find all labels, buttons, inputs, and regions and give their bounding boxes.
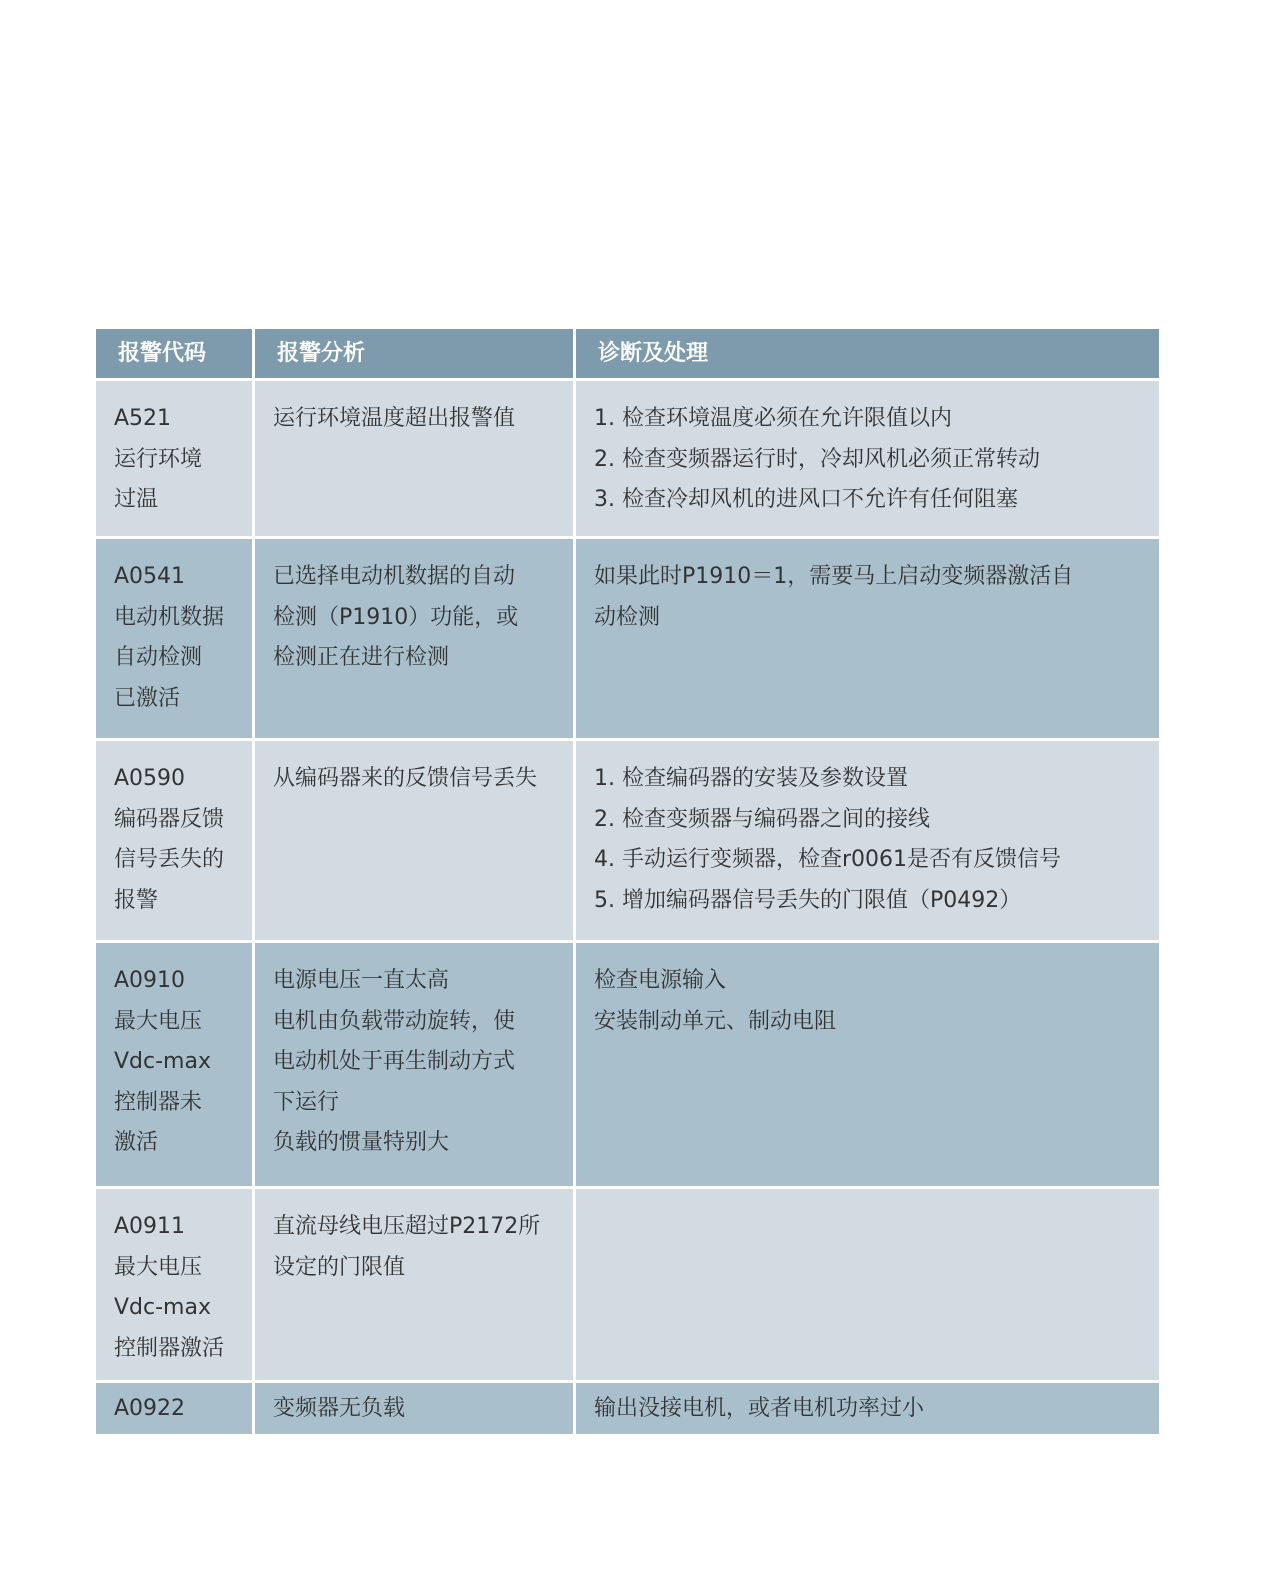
cell-line: 变频器无负载 [273,1396,406,1421]
cell-line: 2. 检查变频器运行时，冷却风机必须正常转动 [594,446,1040,472]
cell-line: A0922 [114,1396,186,1421]
alarm-analysis-cell [255,943,576,1189]
cell-line: 4. 手动运行变频器，检查r0061是否有反馈信号 [594,847,1062,872]
cell-line: 设定的门限值 [273,1254,406,1280]
cell-line: 动检测 [594,604,661,630]
cell-line: 最大电压 [114,1008,203,1034]
alarm-code-cell [96,539,255,741]
cell-line: A0911 [114,1214,186,1239]
cell-line: 直流母线电压超过P2172所 [273,1214,541,1239]
cell-line: 检测（P1910）功能，或 [273,604,519,630]
table-row [96,741,1159,943]
cell-line: 电动机数据 [114,604,225,630]
cell-line: 2. 检查变频器与编码器之间的接线 [594,806,930,832]
cell-line: 输出没接电机，或者电机功率过小 [594,1396,925,1421]
cell-line: 电机由负载带动旋转，使 [273,1008,516,1034]
cell-line: 3. 检查冷却风机的进风口不允许有任何阻塞 [594,487,1018,512]
diagnosis-cell [576,381,1159,539]
cell-line: 检测正在进行检测 [273,645,450,670]
cell-line: Vdc-max [114,1295,211,1320]
cell-line: Vdc-max [114,1049,211,1074]
cell-line: 检查电源输入 [594,968,727,993]
cell-line: 安装制动单元、制动电阻 [594,1008,837,1034]
cell-line: 电源电压一直太高 [273,968,450,993]
alarm-code-cell [96,943,255,1189]
table-row [96,381,1159,539]
cell-line: 如果此时P1910＝1，需要马上启动变频器激活自 [594,564,1074,589]
cell-line: A0590 [114,766,186,791]
table-row [96,1383,1159,1437]
cell-line: 自动检测 [114,645,203,670]
cell-line: 控制器未 [114,1089,203,1115]
cell-line: 从编码器来的反馈信号丢失 [273,766,538,791]
cell-line: 信号丢失的 [114,847,225,872]
alarm-analysis-cell [255,1383,576,1437]
cell-line: 电动机处于再生制动方式 [273,1049,516,1074]
cell-line: A0541 [114,564,186,589]
cell-line: 负载的惯量特别大 [273,1130,450,1155]
cell-line: 已激活 [114,685,181,711]
table-header [96,329,1159,381]
diagnosis-cell [576,539,1159,741]
cell-line: A521 [114,406,172,431]
alarm-code-cell [96,381,255,539]
cell-line: 运行环境 [114,446,203,472]
diagnosis-cell [576,1189,1159,1383]
header-alarm-code: 报警代码 [96,329,255,381]
alarm-analysis-cell [255,381,576,539]
cell-line: 已选择电动机数据的自动 [273,564,516,589]
cell-line: 报警 [114,887,159,913]
cell-line: 编码器反馈 [114,806,225,832]
cell-line: 过温 [114,487,159,512]
table-row [96,1189,1159,1383]
alarm-analysis-cell [255,539,576,741]
cell-line: A0910 [114,968,186,993]
diagnosis-cell [576,943,1159,1189]
cell-line: 激活 [114,1130,159,1155]
cell-line: 运行环境温度超出报警值 [273,406,516,431]
cell-line: 下运行 [273,1089,340,1115]
alarm-code-cell [96,741,255,943]
header-diagnosis: 诊断及处理 [576,329,1159,381]
header-alarm-analysis: 报警分析 [255,329,576,381]
alarm-analysis-cell [255,1189,576,1383]
table-row [96,943,1159,1189]
diagnosis-cell [576,1383,1159,1437]
table-row [96,539,1159,741]
cell-line: 最大电压 [114,1254,203,1280]
alarm-code-cell [96,1189,255,1383]
diagnosis-cell [576,741,1159,943]
alarm-analysis-cell [255,741,576,943]
alarm-code-cell [96,1383,255,1437]
alarm-table [96,329,1159,1437]
cell-line: 5. 增加编码器信号丢失的门限值（P0492） [594,887,1022,913]
cell-line: 1. 检查环境温度必须在允许限值以内 [594,406,952,431]
cell-line: 1. 检查编码器的安装及参数设置 [594,766,908,791]
cell-line: 控制器激活 [114,1335,225,1361]
